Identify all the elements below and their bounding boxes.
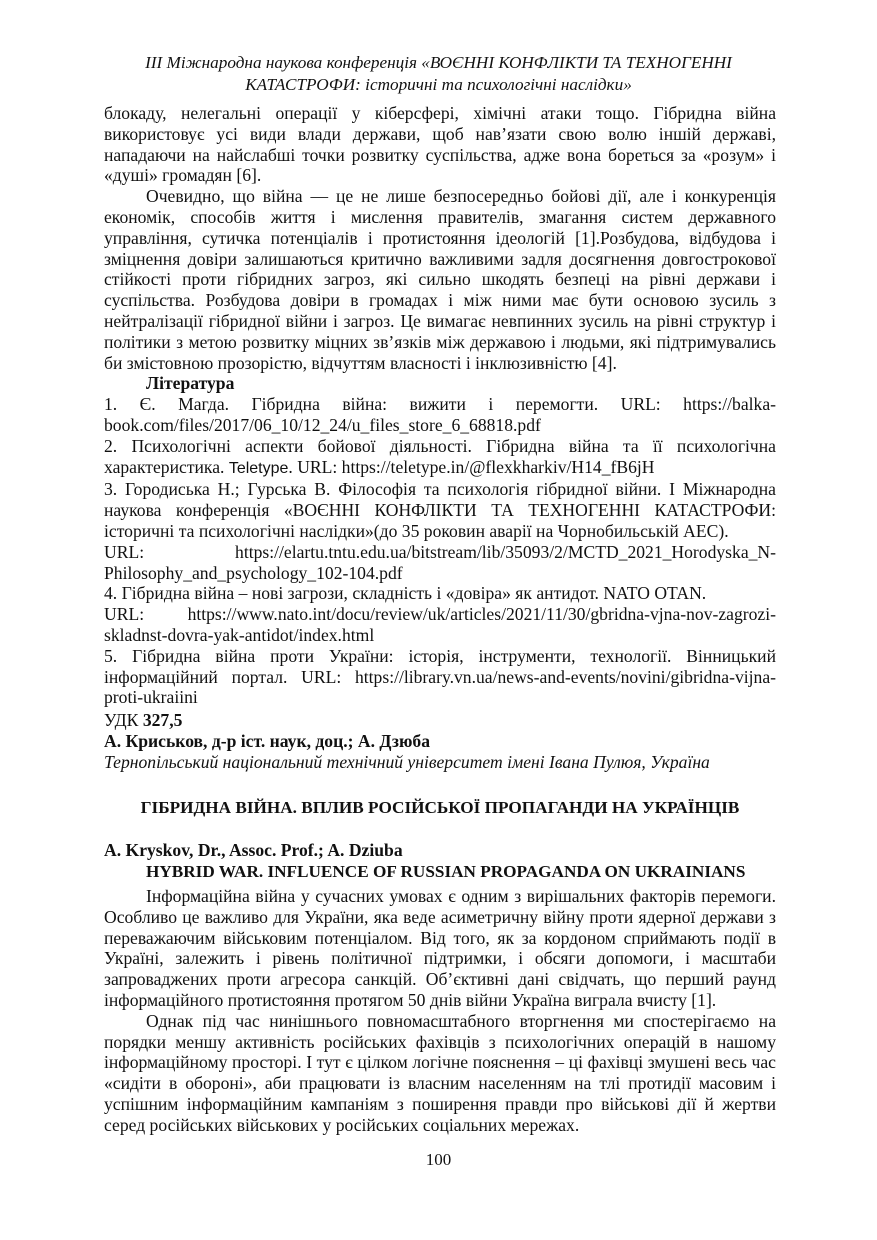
paragraph: Очевидно, що війна — це не лише безпосередньо бойові дії, але і конкуренція економік, способів життя і мислення правителів, змагання систем державного управління, сутичка потенціалів і протистояння ідеологій [1].Розбудова, відбудова і зміцнення довіри залишаються критично важливими задля досягнення довгострокової стійкості проти гібридних загроз, які сильно шкодять безпеці на рівні держави і суспільства. Розбудова довіри в громадах і між ними має бути основою зусиль з нейтралізації гібридної війни і загроз. Це вимагає невпинних зусиль на рівні структур і політики з метою розвитку міцних зв’язків між державою і людьми, які підтримувались би змістовною прозорістю, відчуттям власності і інклюзивністю [4]. [104, 186, 776, 373]
teletype-link[interactable]: Teletype [228, 459, 289, 477]
udk-value: 327,5 [142, 710, 183, 730]
article-title-english: HYBRID WAR. INFLUENCE OF RUSSIAN PROPAGANDA ON UKRAINIANS [146, 862, 746, 881]
article-title-ukrainian: ГІБРИДНА ВІЙНА. ВПЛИВ РОСІЙСЬКОЇ ПРОПАГАНДИ НА УКРАЇНЦІВ [140, 798, 740, 817]
reference-list [104, 394, 776, 708]
article-affiliation: Тернопільський національний технічний університет імені Івана Пулюя, Україна [104, 752, 710, 772]
reference-item-4-url [104, 604, 776, 646]
paragraph: Однак під час нинішнього повномасштабного вторгнення ми спостерігаємо на порядки меншу активність російських фахівців з психологічних операцій в нашому інформаційному просторі. І тут є цілком логічне пояснення – ці фахівці змушені весь час «сидіти в обороні», аби працювати із власним населенням на тлі протидії масовим і успішним інформаційним кампаніям з поширення правди про військові дії й жертви серед російських військових у російських соціальних мережах. [104, 1010, 776, 1135]
article-header [104, 710, 776, 882]
reference-item-1: 1. Є. Магда. Гібридна війна: вижити і перемогти. URL: https://balka-book.com/files/2017/06_10/12_24/u_files_store_6_68818.pdf [104, 394, 776, 435]
reference-item-3 [104, 479, 776, 541]
article-authors: А. Криськов, д-р іст. наук, доц.; А. Дзюба [104, 731, 431, 751]
reference-item-3-url [104, 542, 776, 584]
reference-item-2 [104, 436, 776, 480]
udk-code [104, 710, 776, 731]
article-authors-english: A. Kryskov, Dr., Assoc. Prof.; A. Dziuba [104, 840, 403, 860]
url-label: URL: [104, 541, 145, 562]
literature-heading: Література [146, 373, 235, 394]
reference-item-4: 4. Гібридна війна – нові загрози, складність і «довіра» як антидот. NATO OTAN. [104, 583, 707, 604]
reference-url[interactable]: https://elartu.tntu.edu.ua/bitstream/lib/35093/2/MCTD_2021_Horodyska_N-Philosophy_and_psychology_102-104.pdf [104, 541, 776, 583]
udk-label: УДК [104, 710, 143, 730]
running-header [104, 52, 773, 96]
reference-text: 2. Психологічні аспекти бойової діяльності. Гібридна війна та її психологічна характеристика. [104, 435, 776, 477]
previous-article-continuation [104, 103, 776, 708]
page-number: 100 [425, 1150, 452, 1169]
article-body [104, 886, 776, 1136]
paragraph: блокаду, нелегальні операції у кіберсфері, хімічні атаки тощо. Гібридна війна використовує усі види влади держави, щоб нав’язати свою волю іншій державі, нападаючи на найслабші точки розвитку суспільства, адже вона бореться за «розум» і «душі» громадян [6]. [104, 103, 776, 186]
header-line-1: III Міжнародна наукова конференція «ВОЄННІ КОНФЛІКТИ ТА ТЕХНОГЕННІ [145, 53, 732, 72]
url-label: URL: [104, 604, 145, 625]
paragraph: Інформаційна війна у сучасних умовах є одним з вирішальних факторів перемоги. Особливо це важливо для України, яка веде асиметричну війну проти ядерної держави з переважаючим військовим потенціалом. Від того, як за кордоном сприймають події в Україні, залежить і рівень політичної підтримки, і обсяги допомоги, і масштаби запроваджених проти агресора санкцій. Об’єктивні дані свідчать, що перший раунд інформаційного протистояння протягом 50 днів війни Україна виграла вчисту [1]. [104, 886, 776, 1010]
header-line-2: КАТАСТРОФИ: історичні та психологічні наслідки» [245, 75, 632, 94]
reference-url[interactable]: https://www.nato.int/docu/review/uk/articles/2021/11/30/gbridna-vjna-nov-zagrozi-skladnst-dovra-yak-antidot/index.html [104, 604, 776, 645]
reference-text: 3. Городиська Н.; Гурська В. Філософія та психологія гібридної війни. І Міжнародна наукова конференція «ВОЄННІ КОНФЛІКТИ ТА ТЕХНОГЕННІ КАТАСТРОФИ: історичні та психологічні наслідки»(до 35 роковин аварії на Чорнобильській АЕС). [104, 479, 776, 541]
reference-item-5: 5. Гібридна війна проти України: історія, інструменти, технології. Вінницький інформаційний портал. URL: https://library.vn.ua/news-and-events/novini/gibridna-vijna-proti-ukraiini [104, 645, 776, 708]
reference-text: . URL: https://teletype.in/@flexkharkiv/H14_fB6jH [288, 456, 655, 477]
